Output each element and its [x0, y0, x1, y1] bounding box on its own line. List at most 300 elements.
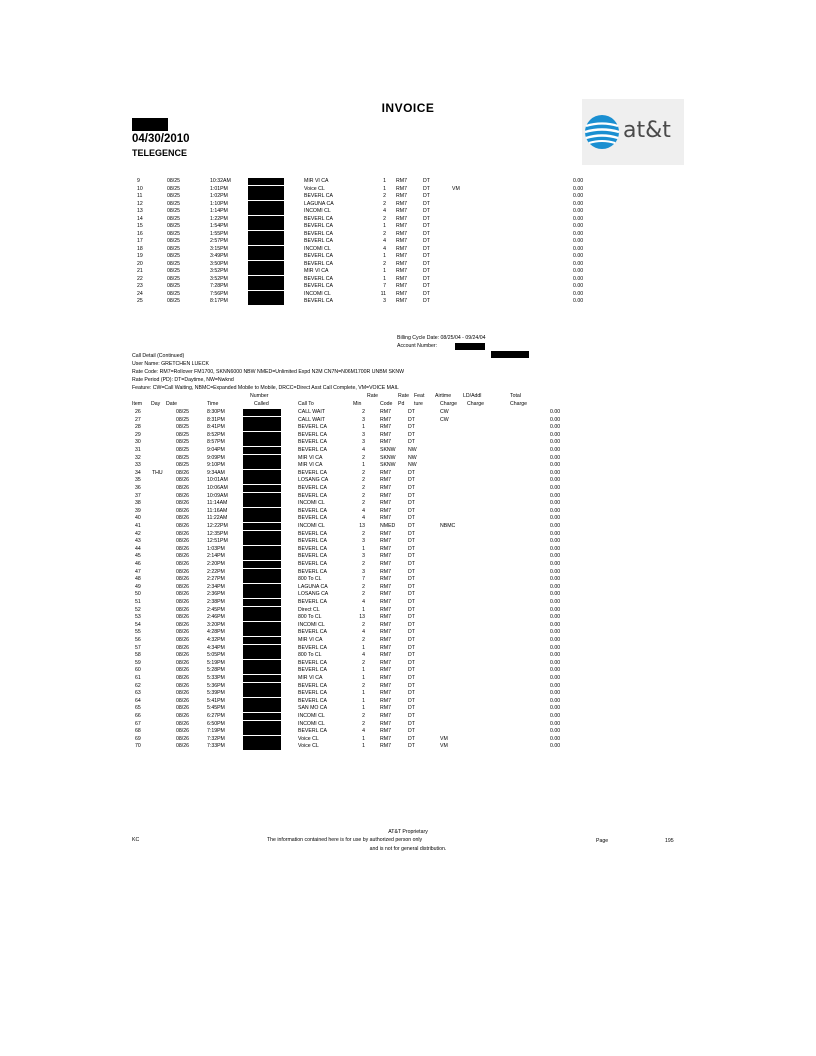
cell-date: 08/25 [167, 238, 180, 244]
cell-date: 08/26 [176, 568, 189, 575]
cell-call-to: MIR VI CA [304, 178, 329, 184]
cell-date: 08/26 [176, 637, 189, 643]
redacted-number [248, 216, 284, 223]
cell-date: 08/25 [167, 200, 180, 207]
cell-time: 5:39PM [207, 690, 225, 697]
cell-min: 2 [362, 713, 365, 719]
table-row [0, 622, 816, 629]
cell-call-to: BEVERL CA [298, 682, 327, 689]
cell-date: 08/25 [167, 245, 180, 252]
cell-time: 3:49PM [210, 253, 228, 259]
cell-date: 08/25 [167, 208, 180, 214]
cell-call-to: BEVERL CA [298, 507, 327, 514]
cell-rate-period: DT [408, 697, 415, 704]
cell-rate-code: RM7 [380, 424, 391, 431]
redacted-number [248, 208, 284, 215]
redacted-number [243, 569, 281, 576]
cell-date: 08/25 [176, 416, 189, 423]
table-row [0, 629, 816, 636]
cell-total: 0.00 [573, 298, 584, 304]
table-row [0, 485, 816, 492]
redacted-number [243, 455, 281, 462]
att-logo [582, 99, 684, 165]
cell-total: 0.00 [573, 178, 584, 184]
cell-call-to: INCOMI CL [304, 245, 331, 252]
cell-rate-period: DT [408, 568, 415, 575]
page-number: 195 [665, 838, 674, 844]
cell-call-to: BEVERL CA [298, 515, 327, 522]
redacted-number [243, 538, 281, 545]
cell-rate-code: RM7 [396, 208, 407, 214]
cell-time: 1:03PM [207, 545, 225, 552]
table-row [0, 683, 816, 690]
redacted-number [248, 238, 284, 245]
cell-total: 0.00 [550, 591, 561, 598]
cell-rate-period: DT [423, 238, 430, 244]
cell-call-to: LAGUNA CA [298, 583, 328, 590]
table-row [0, 607, 816, 614]
cell-date: 08/26 [176, 614, 189, 621]
cell-item: 63 [135, 690, 141, 697]
cell-time: 2:22PM [207, 568, 225, 575]
cell-min: 2 [362, 591, 365, 598]
cell-date: 08/25 [167, 275, 180, 282]
cell-min: 1 [362, 675, 365, 681]
cell-call-to: BEVERL CA [304, 230, 333, 237]
cell-total: 0.00 [550, 416, 561, 423]
cell-rate-code: RM7 [396, 193, 407, 199]
cell-time: 5:36PM [207, 682, 225, 689]
cell-rate-code: RM7 [396, 290, 407, 297]
table-row [0, 193, 816, 200]
table-row [0, 417, 816, 424]
cell-min: 1 [362, 705, 365, 712]
cell-date: 08/25 [176, 454, 189, 461]
redacted-number [248, 231, 284, 238]
cell-time: 3:52PM [210, 268, 228, 274]
col-header: Airtime [435, 393, 452, 399]
table-row [0, 276, 816, 283]
cell-time: 2:36PM [207, 591, 225, 598]
cell-item: 13 [137, 208, 143, 214]
redacted-number [248, 178, 284, 185]
cell-date: 08/25 [167, 193, 180, 199]
col-header: Min [353, 401, 362, 407]
cell-min: 1 [383, 253, 386, 259]
cell-rate-period: DT [408, 690, 415, 697]
cell-min: 3 [362, 568, 365, 575]
cell-total: 0.00 [550, 682, 561, 689]
redaction-block [491, 351, 529, 358]
table-row [0, 743, 816, 750]
redacted-number [243, 485, 281, 492]
cell-min: 1 [362, 606, 365, 613]
cell-min: 4 [362, 629, 365, 636]
table-row [0, 462, 816, 469]
cell-call-to: BEVERL CA [304, 275, 333, 282]
cell-date: 08/26 [176, 561, 189, 567]
cell-rate-code: RM7 [396, 253, 407, 259]
cell-rate-code: RM7 [380, 507, 391, 514]
redaction-block [455, 343, 485, 350]
cell-time: 3:15PM [210, 245, 228, 252]
cell-min: 3 [362, 538, 365, 545]
cell-min: 2 [362, 659, 365, 666]
cell-rate-code: RM7 [396, 178, 407, 184]
cell-item: 62 [135, 682, 141, 689]
cell-rate-code: RM7 [380, 697, 391, 704]
redacted-number [248, 246, 284, 253]
cell-total: 0.00 [550, 675, 561, 681]
cell-total: 0.00 [550, 690, 561, 697]
cell-rate-period: DT [408, 629, 415, 636]
table-row [0, 231, 816, 238]
redacted-number [243, 531, 281, 538]
user-name: User Name: GRETCHEN LUECK [132, 361, 209, 367]
redacted-number [243, 508, 281, 515]
rate-code-legend: Rate Code: RM7=Rollover FM1700, SKNN6000 NBW NMED=Unlimited Expd N2M CN7N=N06M1700R UNBM SKNW [132, 369, 405, 375]
cell-rate-code: RM7 [380, 568, 391, 575]
cell-time: 12:35PM [207, 530, 228, 537]
cell-date: 08/25 [167, 290, 180, 297]
cell-min: 1 [362, 424, 365, 431]
cell-item: 66 [135, 713, 141, 719]
table-row [0, 721, 816, 728]
redacted-number [248, 276, 284, 283]
cell-call-to: BEVERL CA [298, 447, 327, 453]
cell-total: 0.00 [573, 253, 584, 259]
cell-min: 4 [362, 599, 365, 605]
cell-rate-period: DT [408, 644, 415, 651]
footer-proprietary: AT&T Proprietary [388, 829, 428, 835]
cell-call-to: BEVERL CA [304, 193, 333, 199]
redacted-number [243, 561, 281, 568]
cell-call-to: BEVERL CA [298, 561, 327, 567]
cell-date: 08/25 [167, 260, 180, 267]
table-row [0, 500, 816, 507]
cell-rate-period: DT [408, 667, 415, 674]
cell-total: 0.00 [550, 606, 561, 613]
cell-date: 08/25 [176, 424, 189, 431]
cell-call-to: Voice CL [304, 185, 325, 192]
cell-total: 0.00 [550, 545, 561, 552]
cell-item: 69 [135, 735, 141, 742]
cell-item: 27 [135, 416, 141, 423]
cell-min: 4 [383, 245, 386, 252]
cell-feature: CW [440, 409, 449, 415]
cell-feature: VM [440, 743, 448, 750]
cell-item: 55 [135, 629, 141, 636]
cell-time: 10:09AM [207, 492, 228, 499]
cell-total: 0.00 [573, 290, 584, 297]
cell-call-to: BEVERL CA [304, 253, 333, 259]
cell-total: 0.00 [550, 583, 561, 590]
table-row [0, 614, 816, 621]
cell-min: 2 [383, 193, 386, 199]
cell-call-to: BEVERL CA [298, 424, 327, 431]
cell-call-to: BEVERL CA [298, 667, 327, 674]
cell-time: 1:55PM [210, 230, 228, 237]
cell-rate-period: DT [408, 561, 415, 567]
cell-rate-period: DT [423, 193, 430, 199]
redacted-number [248, 193, 284, 200]
cell-time: 1:22PM [210, 215, 228, 222]
redacted-number [243, 698, 281, 705]
cell-time: 6:27PM [207, 713, 225, 719]
cell-call-to: INCOMI CL [298, 713, 325, 719]
cell-total: 0.00 [550, 735, 561, 742]
cell-call-to: BEVERL CA [298, 545, 327, 552]
cell-date: 08/26 [176, 538, 189, 545]
cell-total: 0.00 [550, 507, 561, 514]
redacted-number [243, 584, 281, 591]
cell-rate-code: RM7 [380, 561, 391, 567]
cell-call-to: BEVERL CA [298, 644, 327, 651]
redacted-number [243, 667, 281, 674]
cell-rate-period: DT [408, 553, 415, 560]
billing-cycle: Billing Cycle Date: 08/25/04 - 09/24/04 [397, 335, 486, 341]
cell-call-to: INCOMI CL [304, 208, 331, 214]
col-header: Feat [414, 393, 425, 399]
cell-item: 10 [137, 185, 143, 192]
cell-item: 52 [135, 606, 141, 613]
cell-rate-code: NMED [380, 523, 396, 529]
cell-rate-code: RM7 [380, 637, 391, 643]
redacted-number [243, 652, 281, 659]
cell-rate-period: DT [423, 290, 430, 297]
cell-call-to: BEVERL CA [298, 553, 327, 560]
cell-item: 65 [135, 705, 141, 712]
cell-call-to: BEVERL CA [304, 215, 333, 222]
cell-date: 08/26 [176, 705, 189, 712]
cell-date: 08/26 [176, 500, 189, 507]
cell-item: 42 [135, 530, 141, 537]
cell-rate-code: RM7 [380, 515, 391, 522]
cell-date: 08/26 [176, 485, 189, 491]
globe-icon [585, 115, 619, 149]
cell-time: 2:34PM [207, 583, 225, 590]
cell-item: 37 [135, 492, 141, 499]
cell-rate-period: DT [408, 735, 415, 742]
redacted-number [243, 675, 281, 682]
cell-total: 0.00 [550, 705, 561, 712]
cell-total: 0.00 [550, 629, 561, 636]
col-header: Pd [398, 401, 405, 407]
cell-rate-code: RM7 [380, 416, 391, 423]
cell-item: 43 [135, 538, 141, 545]
cell-item: 15 [137, 223, 143, 229]
cell-call-to: BEVERL CA [298, 485, 327, 491]
col-header: Item [132, 401, 143, 407]
col-header: Charge [510, 401, 528, 407]
cell-total: 0.00 [573, 268, 584, 274]
cell-date: 08/25 [176, 439, 189, 446]
cell-rate-period: DT [408, 599, 415, 605]
cell-time: 1:14PM [210, 208, 228, 214]
cell-item: 18 [137, 245, 143, 252]
cell-rate-period: DT [423, 283, 430, 289]
table-row [0, 728, 816, 735]
cell-feature: NBMC [440, 523, 456, 529]
cell-rate-period: DT [408, 576, 415, 583]
cell-total: 0.00 [550, 454, 561, 461]
cell-rate-code: RM7 [380, 667, 391, 674]
cell-time: 10:06AM [207, 485, 228, 491]
logo-text: at&t [623, 118, 671, 143]
table-row [0, 599, 816, 606]
cell-time: 7:28PM [210, 283, 228, 289]
cell-time: 8:17PM [210, 298, 228, 304]
cell-date: 08/26 [176, 545, 189, 552]
cell-item: 50 [135, 591, 141, 598]
redacted-number [248, 283, 284, 290]
cell-item: 19 [137, 253, 143, 259]
cell-min: 2 [362, 530, 365, 537]
table-row [0, 246, 816, 253]
cell-date: 08/26 [176, 492, 189, 499]
cell-item: 16 [137, 230, 143, 237]
cell-total: 0.00 [550, 652, 561, 659]
cell-total: 0.00 [550, 667, 561, 674]
cell-rate-period: DT [408, 614, 415, 621]
table-row [0, 576, 816, 583]
cell-rate-period: DT [408, 545, 415, 552]
cell-rate-code: RM7 [396, 275, 407, 282]
cell-total: 0.00 [550, 697, 561, 704]
cell-date: 08/25 [167, 185, 180, 192]
cell-item: 41 [135, 523, 141, 529]
cell-call-to: BEVERL CA [304, 223, 333, 229]
cell-time: 8:30PM [207, 409, 225, 415]
cell-total: 0.00 [550, 500, 561, 507]
cell-date: 08/26 [176, 713, 189, 719]
cell-total: 0.00 [550, 424, 561, 431]
cell-item: 40 [135, 515, 141, 522]
cell-time: 8:52PM [207, 431, 225, 438]
cell-rate-period: DT [408, 416, 415, 423]
cell-date: 08/26 [176, 591, 189, 598]
cell-min: 4 [362, 447, 365, 453]
cell-min: 2 [362, 500, 365, 507]
cell-call-to: BEVERL CA [298, 697, 327, 704]
redacted-number [248, 298, 284, 305]
cell-date: 08/25 [167, 215, 180, 222]
cell-call-to: MIR VI CA [298, 675, 323, 681]
cell-item: 35 [135, 477, 141, 484]
cell-min: 13 [359, 523, 365, 529]
col-header: Day [151, 401, 161, 407]
table-row [0, 652, 816, 659]
cell-date: 08/26 [176, 530, 189, 537]
cell-min: 2 [362, 682, 365, 689]
cell-min: 2 [362, 477, 365, 484]
cell-item: 45 [135, 553, 141, 560]
cell-rate-code: RM7 [380, 477, 391, 484]
cell-rate-code: RM7 [380, 538, 391, 545]
cell-rate-period: DT [423, 178, 430, 184]
cell-rate-period: DT [408, 637, 415, 643]
cell-rate-period: DT [408, 743, 415, 750]
cell-rate-code: RM7 [396, 283, 407, 289]
cell-rate-code: RM7 [396, 245, 407, 252]
cell-time: 8:31PM [207, 416, 225, 423]
cell-min: 4 [383, 238, 386, 244]
cell-rate-code: RM7 [396, 230, 407, 237]
redacted-number [243, 523, 281, 530]
cell-rate-period: DT [423, 223, 430, 229]
cell-item: 58 [135, 652, 141, 659]
redacted-number [248, 201, 284, 208]
col-header: Time [207, 401, 219, 407]
cell-rate-code: RM7 [380, 629, 391, 636]
cell-time: 3:52PM [210, 275, 228, 282]
cell-feature: VM [452, 185, 460, 192]
redacted-number [243, 607, 281, 614]
cell-total: 0.00 [550, 477, 561, 484]
redacted-number [243, 591, 281, 598]
cell-min: 2 [362, 720, 365, 727]
cell-rate-code: RM7 [380, 606, 391, 613]
cell-time: 7:33PM [207, 743, 225, 750]
cell-rate-code: RM7 [380, 705, 391, 712]
cell-rate-period: DT [408, 523, 415, 529]
cell-rate-period: DT [408, 682, 415, 689]
table-row [0, 409, 816, 416]
cell-total: 0.00 [550, 561, 561, 567]
redacted-number [243, 424, 281, 431]
cell-total: 0.00 [550, 462, 561, 469]
cell-time: 2:20PM [207, 561, 225, 567]
cell-rate-period: DT [408, 621, 415, 628]
cell-call-to: BEVERL CA [298, 492, 327, 499]
cell-total: 0.00 [573, 223, 584, 229]
cell-rate-period: DT [408, 713, 415, 719]
cell-date: 08/26 [176, 728, 189, 735]
redacted-number [243, 645, 281, 652]
cell-feature: CW [440, 416, 449, 423]
table-row [0, 447, 816, 454]
col-header: ture [414, 401, 423, 407]
cell-item: 57 [135, 644, 141, 651]
cell-item: 38 [135, 500, 141, 507]
redacted-number [243, 629, 281, 636]
cell-item: 28 [135, 424, 141, 431]
cell-min: 1 [362, 697, 365, 704]
col-header: Called [254, 401, 269, 407]
cell-date: 08/26 [176, 667, 189, 674]
cell-min: 13 [359, 614, 365, 621]
col-header: Rate [398, 393, 409, 399]
table-row [0, 223, 816, 230]
cell-item: 70 [135, 743, 141, 750]
cell-date: 08/26 [176, 515, 189, 522]
cell-date: 08/26 [176, 720, 189, 727]
redacted-number [248, 253, 284, 260]
cell-min: 1 [383, 178, 386, 184]
cell-min: 2 [362, 454, 365, 461]
col-header: Charge [467, 401, 485, 407]
cell-min: 1 [362, 743, 365, 750]
cell-call-to: MIR VI CA [298, 462, 323, 469]
table-row [0, 523, 816, 530]
cell-date: 08/26 [176, 629, 189, 636]
cell-time: 5:19PM [207, 659, 225, 666]
cell-min: 2 [383, 215, 386, 222]
table-row [0, 698, 816, 705]
cell-total: 0.00 [573, 275, 584, 282]
table-row [0, 584, 816, 591]
cell-call-to: Voice CL [298, 743, 319, 750]
